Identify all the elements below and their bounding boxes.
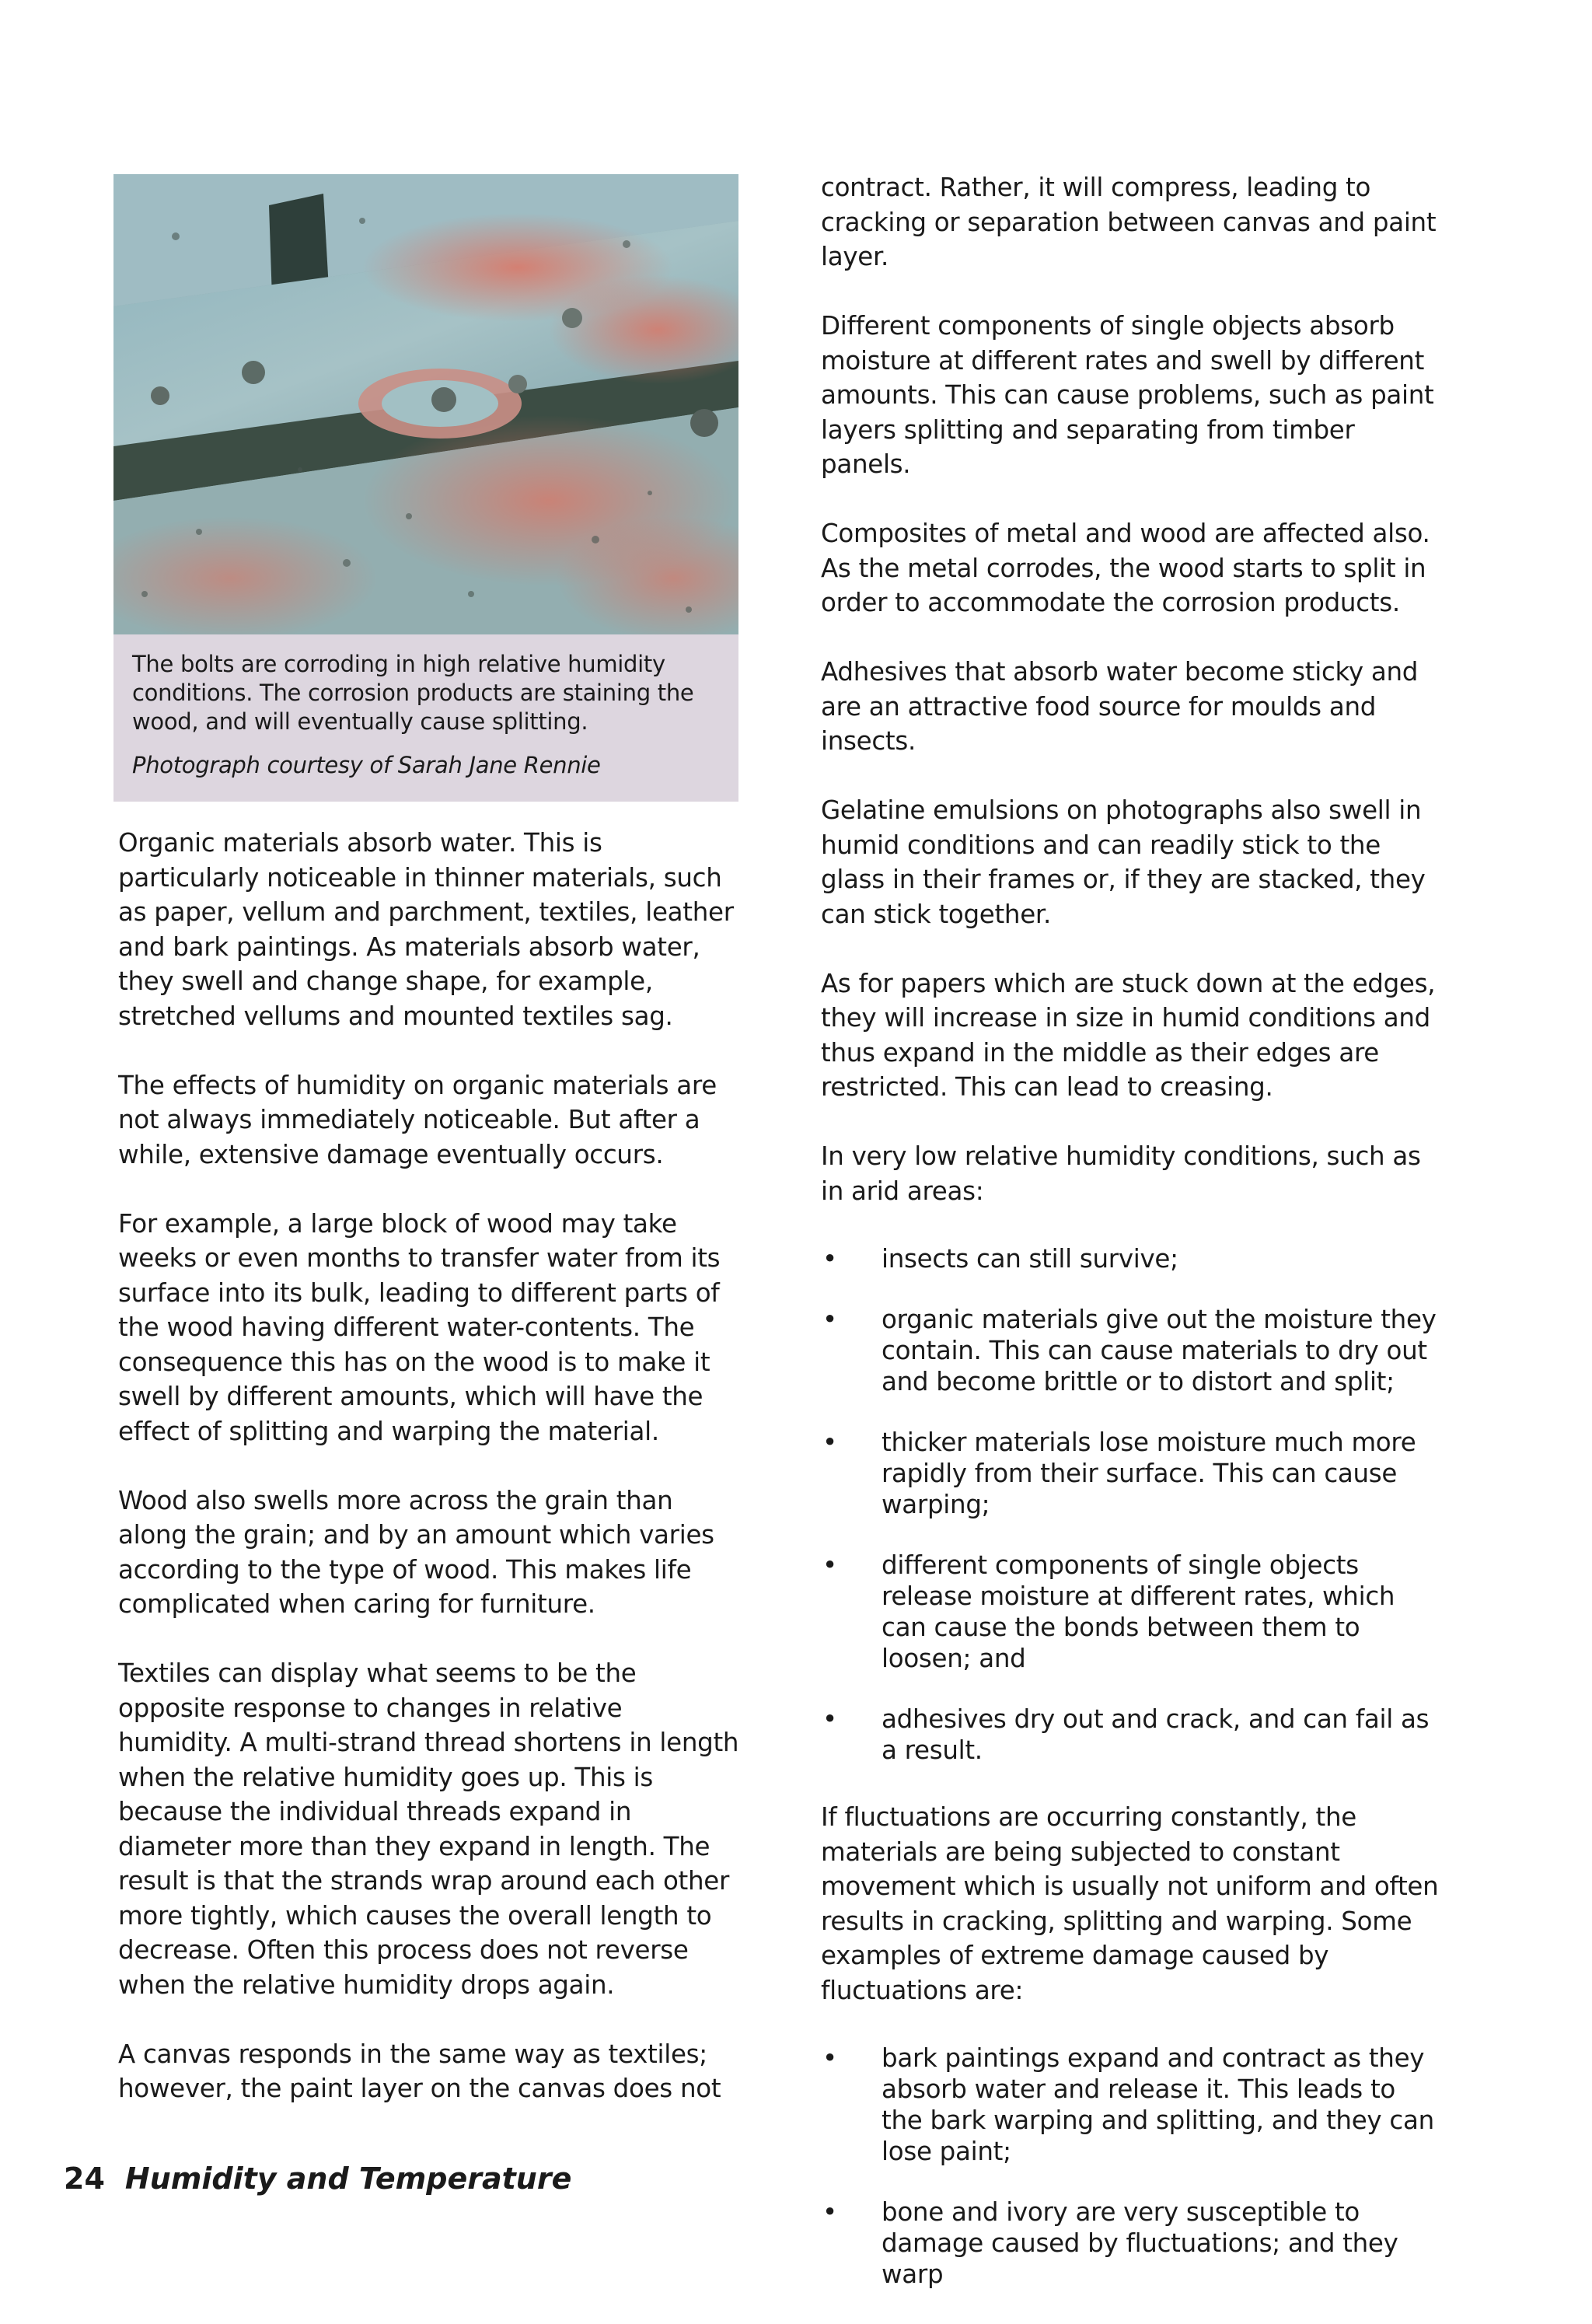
paragraph: Different components of single objects absorb moisture at different rates and swell by different amounts. This can cause problems, such as paint layers splitting and separating from timber panels.: [821, 311, 1434, 479]
paragraph: contract. Rather, it will compress, leading to cracking or separation between canvas and paint layer.: [821, 173, 1437, 271]
fluctuation-bullet-list: [821, 2043, 1443, 2290]
photo-credit: Photograph courtesy of Sarah Jane Rennie: [132, 752, 601, 778]
section-title: Humidity and Temperature: [124, 2161, 572, 2196]
page-number: 24: [64, 2161, 105, 2196]
list-item: [821, 1427, 1443, 1520]
bullet-icon: •: [822, 1704, 837, 1734]
list-item: [821, 2196, 1443, 2290]
figure-box: [113, 174, 738, 802]
list-item-text: different components of single objects release moisture at different rates, which can cause the bonds between them to loosen; and: [882, 1550, 1395, 1673]
list-item-text: organic materials give out the moisture they contain. This can cause materials to dry out and become brittle or to distort and split;: [882, 1304, 1437, 1396]
paragraph: Gelatine emulsions on photographs also swell in humid conditions and can readily stick to the glass in their frames or, if they are stacked, they can stick together.: [821, 795, 1426, 929]
paragraph: Wood also swells more across the grain than along the grain; and by an amount which varies according to the type of wood. This makes life complicated when caring for furniture.: [118, 1485, 714, 1619]
figure-caption: [132, 650, 723, 780]
list-item: [821, 1550, 1443, 1674]
page-footer: [64, 2161, 571, 2196]
list-item-text: adhesives dry out and crack, and can fail as a result.: [882, 1704, 1430, 1765]
list-item-text: bone and ivory are very susceptible to damage caused by fluctuations; and they warp: [882, 2196, 1398, 2289]
list-item: [821, 1704, 1443, 1766]
bullet-icon: •: [822, 1427, 837, 1457]
paragraph: Organic materials absorb water. This is particularly noticeable in thinner materials, such as paper, vellum and parchment, textiles, leather and bark paintings. As materials absorb water, they swell and change shape, for example, stretched vellums and mounted textiles sag.: [118, 828, 734, 1031]
list-item-text: insects can still survive;: [882, 1243, 1178, 1274]
low-humidity-bullet-list: [821, 1243, 1443, 1766]
list-item: [821, 1304, 1443, 1397]
paragraph: Composites of metal and wood are affected also. As the metal corrodes, the wood starts to split in order to accommodate the corrosion products.: [821, 519, 1430, 617]
list-item: [821, 2043, 1443, 2167]
paragraph: Textiles can display what seems to be the opposite response to changes in relative humidity. A multi-strand thread shortens in length when the relative humidity goes up. This is because the individual threads expand in diameter more than they expand in length. The result is that the strands wrap around each other more tightly, which causes the overall length to decrease. Often this process does not reverse when the relative humidity drops again.: [118, 1658, 739, 2000]
paragraph: A canvas responds in the same way as textiles; however, the paint layer on the canvas does not: [118, 2039, 721, 2103]
paragraph: Adhesives that absorb water become sticky and are an attractive food source for moulds and insects.: [821, 657, 1419, 756]
paragraph: In very low relative humidity conditions, such as in arid areas:: [821, 1141, 1421, 1206]
paragraph: The effects of humidity on organic materials are not always immediately noticeable. But after a while, extensive damage eventually occurs.: [118, 1070, 717, 1169]
list-item-text: bark paintings expand and contract as they absorb water and release it. This leads to the bark warping and splitting, and they can lose paint;: [882, 2043, 1434, 2166]
bullet-icon: •: [822, 1243, 837, 1274]
bullet-icon: •: [822, 2043, 837, 2073]
corroded-bolts-photo: [113, 174, 738, 634]
paragraph: For example, a large block of wood may take weeks or even months to transfer water from its surface into its bulk, leading to different parts of the wood having different water-contents. The consequence this has on the wood is to make it swell by different amounts, which will have the effect of splitting and warping the material.: [118, 1208, 721, 1446]
bullet-icon: •: [822, 1304, 837, 1334]
paragraph: If fluctuations are occurring constantly, the materials are being subjected to constant movement which is usually not uniform and often results in cracking, splitting and warping. Some examples of extreme damage caused by fluctuations are:: [821, 1802, 1439, 2005]
caption-text: The bolts are corroding in high relative humidity conditions. The corrosion products are staining the wood, and will eventually cause splitting.: [132, 651, 694, 735]
bullet-icon: •: [822, 1550, 837, 1580]
right-text-column: [821, 170, 1443, 2324]
bullet-icon: •: [822, 2196, 837, 2227]
paragraph: As for papers which are stuck down at the edges, they will increase in size in humid conditions and thus expand in the middle as their edges are restricted. This can lead to creasing.: [821, 968, 1436, 1102]
left-text-column: [118, 826, 740, 2141]
list-item: [821, 1243, 1443, 1274]
list-item-text: thicker materials lose moisture much more rapidly from their surface. This can cause warping;: [882, 1427, 1416, 1519]
